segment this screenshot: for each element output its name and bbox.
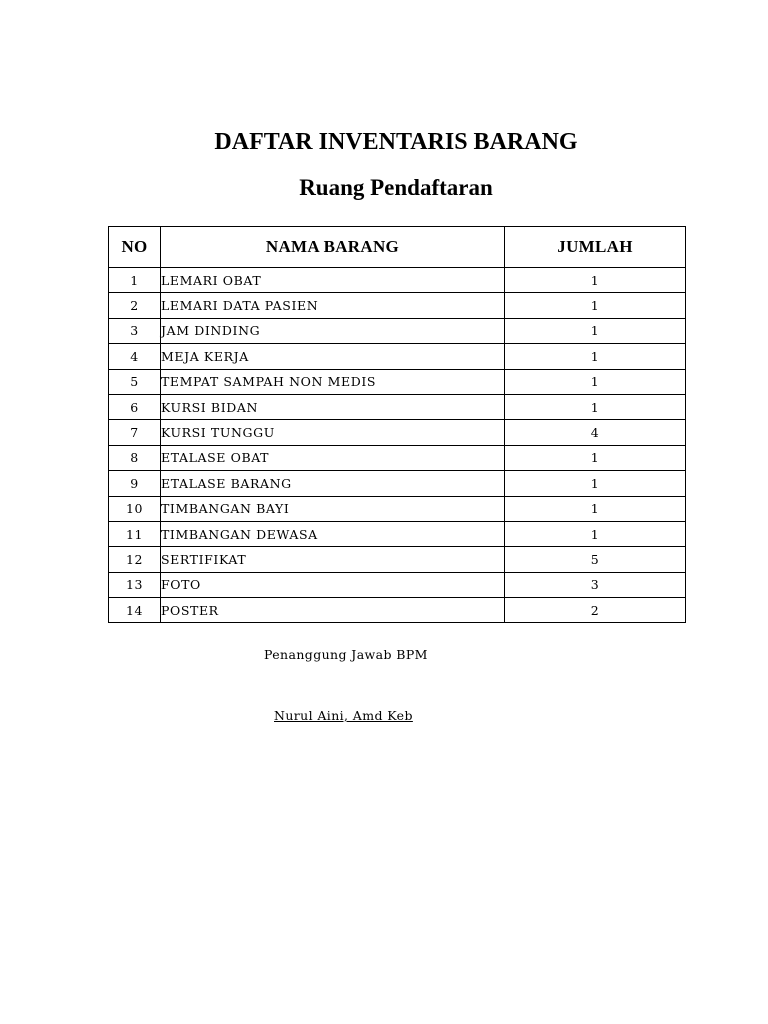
cell-no: 11 [109,521,161,546]
cell-quantity: 1 [505,293,686,318]
signer-title: Penanggung Jawab BPM [264,647,428,662]
cell-quantity: 1 [505,394,686,419]
cell-quantity: 1 [505,471,686,496]
cell-no: 8 [109,445,161,470]
cell-quantity: 2 [505,598,686,623]
cell-item-name: KURSI BIDAN [161,394,505,419]
cell-item-name: TIMBANGAN DEWASA [161,521,505,546]
cell-item-name: LEMARI OBAT [161,268,505,293]
cell-quantity: 1 [505,344,686,369]
table-row [109,369,686,394]
cell-quantity: 1 [505,496,686,521]
document-title: DAFTAR INVENTARIS BARANG [214,129,578,155]
cell-no: 7 [109,420,161,445]
table-row [109,394,686,419]
table-header-row [109,227,686,268]
cell-no: 1 [109,268,161,293]
cell-item-name: LEMARI DATA PASIEN [161,293,505,318]
table-row [109,420,686,445]
cell-no: 10 [109,496,161,521]
cell-item-name: TIMBANGAN BAYI [161,496,505,521]
cell-item-name: MEJA KERJA [161,344,505,369]
cell-no: 6 [109,394,161,419]
cell-item-name: ETALASE OBAT [161,445,505,470]
table-row [109,471,686,496]
table-row [109,344,686,369]
cell-item-name: POSTER [161,598,505,623]
cell-item-name: KURSI TUNGGU [161,420,505,445]
cell-no: 12 [109,547,161,572]
cell-no: 5 [109,369,161,394]
cell-item-name: TEMPAT SAMPAH NON MEDIS [161,369,505,394]
cell-quantity: 5 [505,547,686,572]
inventory-table [108,226,686,623]
cell-no: 3 [109,318,161,343]
cell-no: 9 [109,471,161,496]
cell-quantity: 1 [505,369,686,394]
table-row [109,318,686,343]
document-subtitle: Ruang Pendaftaran [299,175,493,200]
column-header-qty: JUMLAH [505,227,686,268]
cell-item-name: ETALASE BARANG [161,471,505,496]
table-row [109,293,686,318]
cell-quantity: 1 [505,445,686,470]
table-row [109,572,686,597]
cell-no: 13 [109,572,161,597]
table-body [109,268,686,623]
table-row [109,547,686,572]
cell-quantity: 1 [505,268,686,293]
cell-quantity: 1 [505,521,686,546]
table-row [109,268,686,293]
cell-no: 4 [109,344,161,369]
column-header-name: NAMA BARANG [161,227,505,268]
table-row [109,445,686,470]
table-row [109,521,686,546]
cell-no: 14 [109,598,161,623]
table-row [109,598,686,623]
cell-no: 2 [109,293,161,318]
cell-quantity: 1 [505,318,686,343]
cell-item-name: FOTO [161,572,505,597]
column-header-no: NO [109,227,161,268]
cell-quantity: 3 [505,572,686,597]
signer-name: Nurul Aini, Amd Keb [274,708,413,723]
cell-quantity: 4 [505,420,686,445]
table-row [109,496,686,521]
cell-item-name: SERTIFIKAT [161,547,505,572]
cell-item-name: JAM DINDING [161,318,505,343]
